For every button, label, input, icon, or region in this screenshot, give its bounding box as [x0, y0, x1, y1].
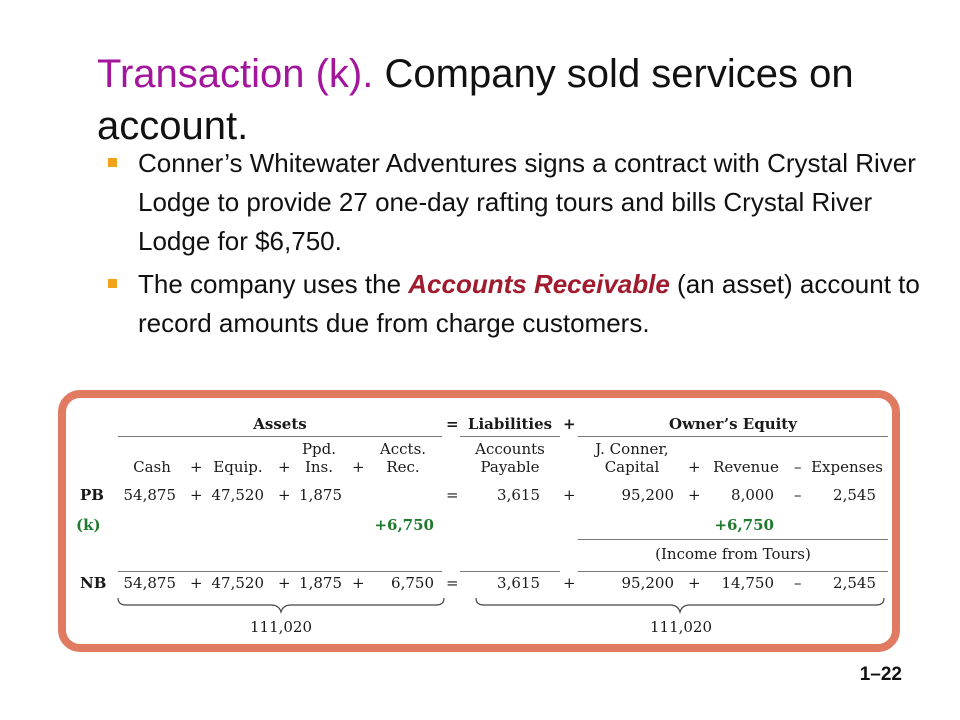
- liabilities-header: Liabilities: [467, 415, 553, 433]
- assets-header: Assets: [253, 415, 307, 433]
- assets-total: 111,020: [249, 618, 313, 636]
- accounts-receivable-term: Accounts Receivable: [408, 269, 670, 299]
- owners-equity-header: Owner’s Equity: [669, 415, 797, 433]
- title-accent: Transaction (k).: [97, 52, 374, 96]
- op-plus: +: [278, 486, 291, 504]
- op-plus: +: [278, 458, 291, 476]
- pb-cash: 54,875: [123, 486, 176, 504]
- liabilities-rule: [460, 436, 560, 437]
- title-rest: Company sold services on account.: [97, 52, 854, 148]
- op-minus: –: [794, 574, 802, 592]
- nb-ppd: 1,875: [299, 574, 342, 592]
- row-label-pb: PB: [80, 486, 104, 504]
- nb-accounts-receivable: 6,750: [391, 574, 434, 592]
- pb-capital: 95,200: [621, 486, 674, 504]
- col-capital-line1: J. Conner,: [595, 440, 669, 458]
- col-capital-line2: Capital: [604, 458, 660, 476]
- col-expenses: Expenses: [811, 458, 883, 476]
- bullet-text: Conner’s Whitewater Adventures signs a contract with Crystal River Lodge to provide 27 one-day rafting tours and bills Crystal River Lodge for $6,750.: [138, 148, 916, 256]
- op-minus: –: [794, 458, 802, 476]
- subtotal-rule: [578, 571, 888, 572]
- plus-sign: +: [563, 415, 576, 433]
- col-ap-line1: Accounts: [475, 440, 545, 458]
- equals-sign: =: [446, 415, 459, 433]
- op-plus: +: [190, 458, 203, 476]
- accounting-equation-panel: [58, 390, 900, 652]
- col-accts-line1: Accts.: [379, 440, 427, 458]
- square-bullet-icon: [108, 158, 117, 167]
- row-label-nb: NB: [80, 574, 107, 592]
- bullet-item: [104, 144, 924, 261]
- nb-capital: 95,200: [621, 574, 674, 592]
- bullet-text-before: The company uses the: [138, 269, 409, 299]
- op-plus: +: [278, 574, 291, 592]
- subtotal-rule: [460, 571, 560, 572]
- bullet-text-after: (an asset) account to record amounts due from charge customers.: [138, 269, 920, 338]
- liab-equity-brace-icon: [474, 596, 886, 614]
- assets-brace-icon: [116, 596, 446, 614]
- op-plus: +: [688, 574, 701, 592]
- slide-number: 1–22: [859, 664, 902, 685]
- op-plus: +: [190, 574, 203, 592]
- equity-rule: [578, 436, 888, 437]
- nb-cash: 54,875: [123, 574, 176, 592]
- nb-expenses: 2,545: [833, 574, 876, 592]
- nb-equip: 47,520: [211, 574, 264, 592]
- col-revenue: Revenue: [713, 458, 779, 476]
- slide-title: [97, 48, 917, 152]
- col-equip: Equip.: [213, 458, 263, 476]
- nb-ap: 3,615: [497, 574, 540, 592]
- op-plus: +: [352, 574, 365, 592]
- subtotal-rule: [118, 571, 442, 572]
- square-bullet-icon: [108, 279, 117, 288]
- pb-expenses: 2,545: [833, 486, 876, 504]
- op-plus: +: [563, 486, 576, 504]
- op-equals: =: [446, 486, 459, 504]
- k-revenue: +6,750: [714, 516, 774, 534]
- bullet-list: [104, 144, 924, 347]
- col-ppd-line2: Ins.: [304, 458, 334, 476]
- op-equals: =: [446, 574, 459, 592]
- bullet-item: [104, 265, 924, 343]
- row-label-k: (k): [76, 516, 101, 534]
- col-ap-line2: Payable: [480, 458, 540, 476]
- op-minus: –: [794, 486, 802, 504]
- nb-revenue: 14,750: [721, 574, 774, 592]
- op-plus: +: [190, 486, 203, 504]
- col-ppd-line1: Ppd.: [301, 440, 337, 458]
- op-plus: +: [563, 574, 576, 592]
- pb-equip: 47,520: [211, 486, 264, 504]
- income-note: (Income from Tours): [655, 545, 811, 563]
- assets-rule: [118, 436, 442, 437]
- op-plus: +: [688, 486, 701, 504]
- liab-equity-total: 111,020: [649, 618, 713, 636]
- equity-subtotal-rule: [578, 539, 888, 540]
- pb-ppd: 1,875: [299, 486, 342, 504]
- op-plus: +: [352, 458, 365, 476]
- pb-ap: 3,615: [497, 486, 540, 504]
- op-plus: +: [688, 458, 701, 476]
- col-cash: Cash: [133, 458, 171, 476]
- col-accts-line2: Rec.: [386, 458, 420, 476]
- k-accounts-receivable: +6,750: [374, 516, 434, 534]
- pb-revenue: 8,000: [731, 486, 774, 504]
